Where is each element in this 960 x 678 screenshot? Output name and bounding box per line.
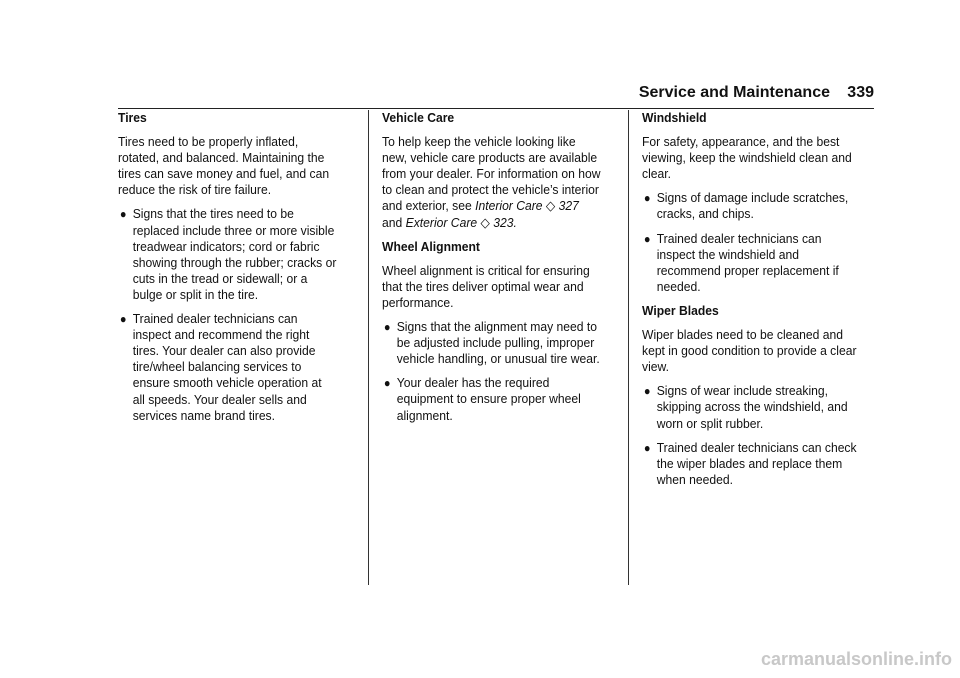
and-text: and xyxy=(382,214,403,230)
exterior-care-page: 323 xyxy=(493,214,514,230)
alignment-bullet-list xyxy=(382,319,601,424)
bullet-text: Trained dealer technicians can inspect the windshield and recommend proper replacement if needed. xyxy=(656,230,839,294)
bullet-text: Signs of wear include streaking, skipping across the windshield, and worn or split rubber. xyxy=(656,383,848,431)
bullet-text: Trained dealer technicians can check the wiper blades and replace them when needed. xyxy=(656,439,857,487)
tires-bullet-list xyxy=(118,206,337,423)
heading-tires: Tires xyxy=(118,110,147,125)
list-item xyxy=(642,383,861,431)
list-item xyxy=(118,311,337,424)
bullet-icon: ● xyxy=(643,231,651,246)
heading-vehicle-care: Vehicle Care xyxy=(382,110,455,125)
windshield-paragraph: For safety, appearance, and the best viewing, keep the windshield clean and clear. xyxy=(642,134,852,182)
bullet-icon: ● xyxy=(119,207,127,222)
watermark: carmanualsonline.info xyxy=(760,649,952,669)
list-item xyxy=(642,190,861,222)
list-item xyxy=(382,319,601,367)
vehicle-care-paragraph xyxy=(382,134,601,231)
column-divider xyxy=(628,110,629,585)
interior-care-label: Interior Care xyxy=(475,198,543,214)
interior-care-page: 327 xyxy=(558,198,579,214)
exterior-care-label: Exterior Care xyxy=(405,214,478,230)
bullet-text: Trained dealer technicians can inspect and recommend the right tires. Your dealer can also provide tire/wheel balancing services to ensure smooth vehicle operation at all speeds. Your dealer sells and services name brand tires. xyxy=(132,311,322,423)
windshield-bullet-list xyxy=(642,190,861,295)
list-item xyxy=(642,440,861,488)
list-item xyxy=(118,206,337,303)
bullet-text: Signs of damage include scratches, cracks, and chips. xyxy=(656,190,849,222)
bullet-icon: ● xyxy=(643,191,651,206)
list-item xyxy=(642,231,861,295)
column-vehicle-care xyxy=(382,110,601,432)
column-windshield xyxy=(642,110,861,496)
period: . xyxy=(513,214,517,230)
column-divider xyxy=(368,110,369,585)
exterior-care-link[interactable] xyxy=(406,215,517,230)
bullet-icon: ● xyxy=(643,440,651,455)
list-item xyxy=(382,375,601,423)
bullet-text: Signs that the alignment may need to be adjusted include pulling, improper vehicle handling, or unusual tire wear. xyxy=(396,319,600,367)
interior-care-link[interactable] xyxy=(475,198,579,213)
bullet-icon: ● xyxy=(643,384,651,399)
vehicle-care-text: To help keep the vehicle looking like new, vehicle care products are available from your dealer. For information on how to clean and protect the vehicle’s interior and exterior, see xyxy=(382,134,601,214)
tires-paragraph: Tires need to be properly inflated, rotated, and balanced. Maintaining the tires can save money and fuel, and can reduce the risk of tire failure. xyxy=(118,134,330,198)
header-rule xyxy=(118,108,874,109)
bullet-text: Signs that the tires need to be replaced include three or more visible treadwear indicators; cord or fabric showing through the rubber; cracks or cuts in the tread or sidewall; or a bulge or split in the tire. xyxy=(132,206,337,302)
page-ref-icon: ◇ xyxy=(545,198,556,214)
wiper-blades-paragraph: Wiper blades need to be cleaned and kept in good condition to provide a clear view. xyxy=(642,327,857,375)
bullet-text: Your dealer has the required equipment to ensure proper wheel alignment. xyxy=(396,375,581,423)
section-title: Service and Maintenance xyxy=(638,84,830,101)
column-tires xyxy=(118,110,337,432)
bullet-icon: ● xyxy=(383,320,391,335)
heading-wiper-blades: Wiper Blades xyxy=(642,302,719,318)
heading-wheel-alignment: Wheel Alignment xyxy=(382,238,480,254)
wheel-alignment-paragraph: Wheel alignment is critical for ensuring that the tires deliver optimal wear and performance. xyxy=(382,262,590,310)
wiper-bullet-list xyxy=(642,383,861,488)
bullet-icon: ● xyxy=(119,312,127,327)
page-ref-icon: ◇ xyxy=(480,214,490,230)
heading-windshield: Windshield xyxy=(642,110,707,125)
page-number: 339 xyxy=(847,84,874,101)
bullet-icon: ● xyxy=(383,376,391,391)
page-header xyxy=(0,84,960,104)
